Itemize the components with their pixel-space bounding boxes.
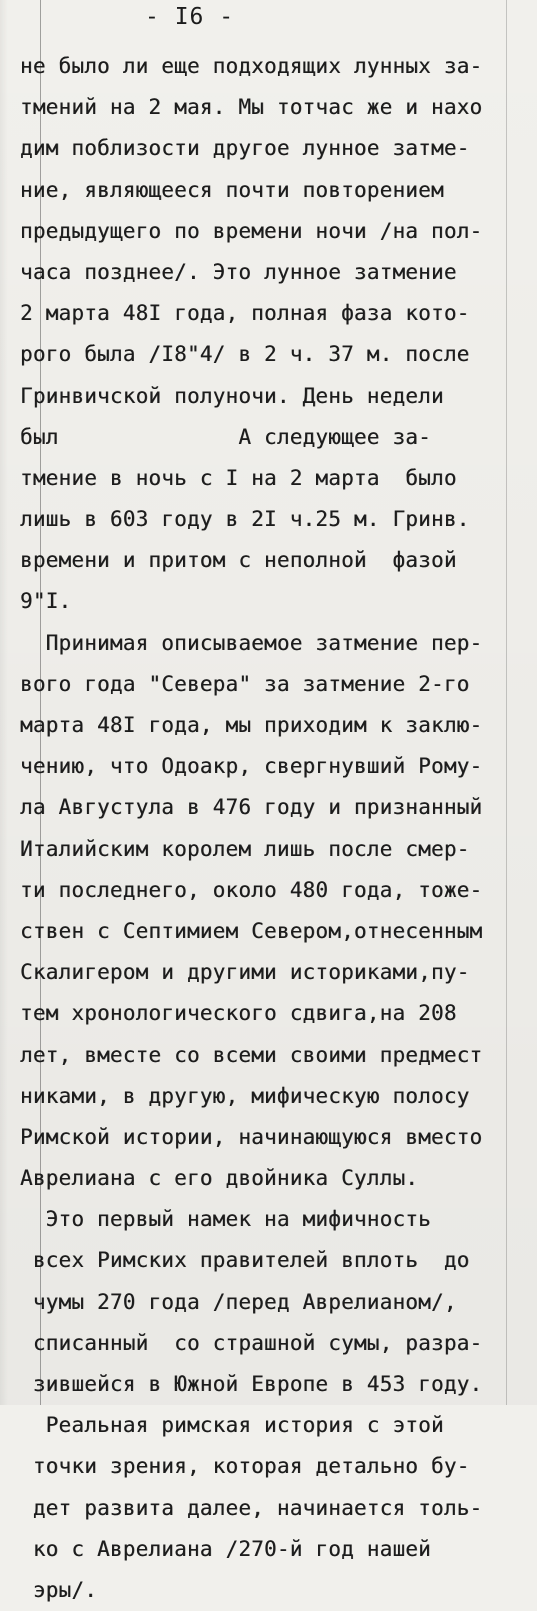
text-line: Аврелиана с его двойника Суллы. xyxy=(20,1166,419,1191)
text-line: чению, что Одоакр, свергнувший Рому- xyxy=(20,754,483,779)
text-line: точки зрения, которая детально бу- xyxy=(20,1454,470,1479)
page-number: - I6 - xyxy=(145,4,235,30)
text-line: эры/. xyxy=(20,1577,98,1602)
text-line: Римской истории, начинающуюся вместо xyxy=(20,1124,483,1149)
text-line: Гринвичской полуночи. День недели xyxy=(20,383,444,408)
text-line: никами, в другую, мифическую полосу xyxy=(20,1083,470,1108)
text-line: 2 марта 48I года, полная фаза кото- xyxy=(20,301,470,326)
text-line: Это первый намек на мифичность xyxy=(20,1207,431,1232)
text-line: ние, являющееся почти повторением xyxy=(20,177,444,202)
text-line: дим поблизости другое лунное затме- xyxy=(20,136,470,161)
text-line: ко с Аврелиана /270-й год нашей xyxy=(20,1536,431,1561)
text-line: ти последнего, около 480 года, тоже- xyxy=(20,877,483,902)
text-line: тмений на 2 мая. Мы тотчас же и нахо xyxy=(20,95,483,120)
text-line: Реальная римская история с этой xyxy=(20,1413,444,1438)
text-line: лет, вместе со всеми своими предмест xyxy=(20,1042,483,1067)
text-line: ла Августула в 476 году и признанный xyxy=(20,795,483,820)
text-line: вого года "Севера" за затмение 2-го xyxy=(20,671,470,696)
text-line: тем хронологического сдвига,на 208 xyxy=(20,1001,457,1026)
text-line: тмение в ночь с I на 2 марта было xyxy=(20,465,457,490)
text-line: списанный со страшной сумы, разра- xyxy=(20,1330,483,1355)
text-line: чумы 270 года /перед Аврелианом/, xyxy=(20,1289,457,1314)
text-body xyxy=(20,46,520,1611)
text-line: не было ли еще подходящих лунных за- xyxy=(20,54,483,78)
text-line: Принимая описываемое затмение пер- xyxy=(20,630,483,655)
text-line: ствен с Септимием Севером,отнесенным xyxy=(20,918,483,943)
text-line: рого была /I8"4/ в 2 ч. 37 м. после xyxy=(20,342,470,367)
text-line: часа позднее/. Это лунное затмение xyxy=(20,259,457,284)
text-line: был А следующее за- xyxy=(20,424,431,449)
text-line: времени и притом с неполной фазой xyxy=(20,548,457,573)
text-line: 9"I. xyxy=(20,589,72,614)
text-line: всех Римских правителей вплоть до xyxy=(20,1248,470,1273)
text-line: лишь в 603 году в 2I ч.25 м. Гринв. xyxy=(20,507,470,532)
text-line: зившейся в Южной Европе в 453 году. xyxy=(20,1372,483,1396)
text-line: Италийским королем лишь после смер- xyxy=(20,836,470,861)
text-line: предыдущего по времени ночи /на пол- xyxy=(20,218,483,243)
text-line: марта 48I года, мы приходим к заклю- xyxy=(20,713,483,737)
text-line: Скалигером и другими историками,пу- xyxy=(20,960,470,985)
text-line: дет развита далее, начинается толь- xyxy=(20,1495,483,1520)
